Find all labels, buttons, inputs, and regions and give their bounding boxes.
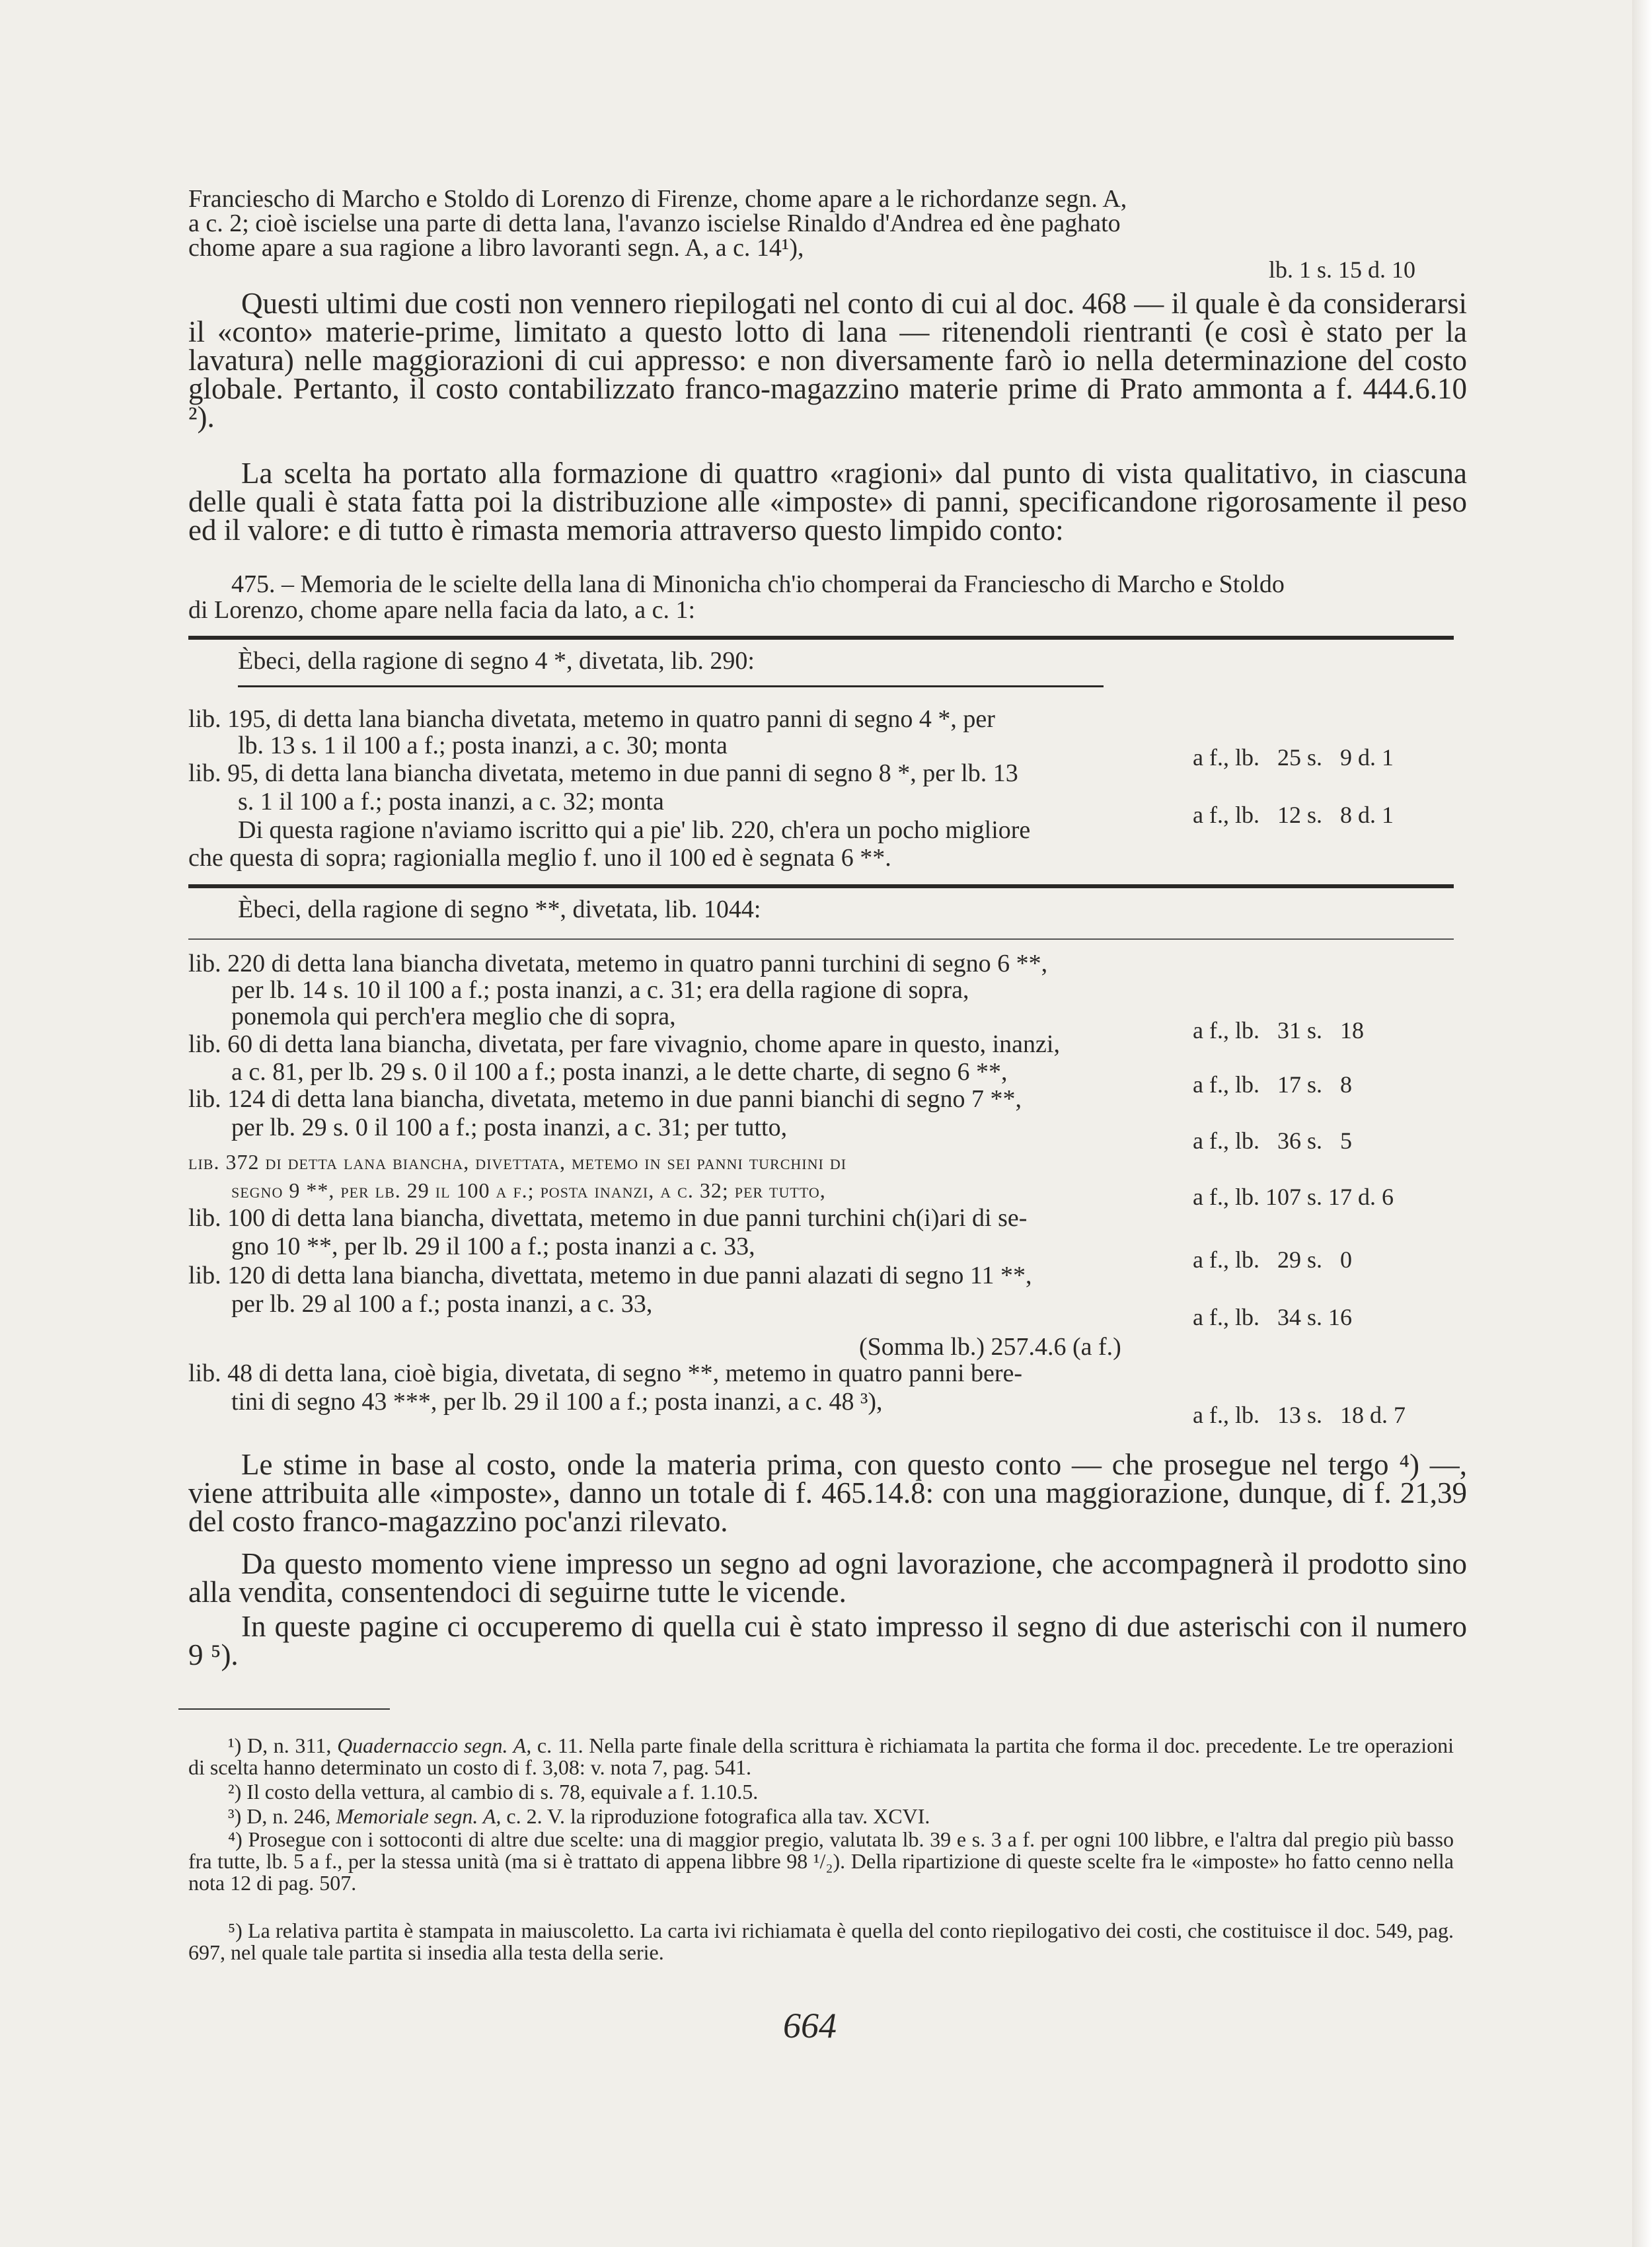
paragraph-4: Da questo momento viene impresso un segno ad ogni lavorazione, che accompagnerà il prodotto sino alla vendita, consentendoci di seguirne tutte le vicende. — [188, 1547, 1467, 1609]
section-2-heading: Èbeci, della ragione di segno **, divetata, lib. 1044: — [238, 895, 761, 923]
doc-475-line-1: 475. – Memoria de le scielte della lana di Minonicha ch'io chomperai da Franciescho di Marcho e Stoldo — [231, 570, 1285, 598]
table-rule — [188, 636, 1454, 640]
footnote-3-text-a: ³) D, n. 246, — [228, 1804, 336, 1828]
footnote-3 — [188, 1806, 1454, 1827]
section-1-entry-2-amount: a f., lb. 12 s. 8 d. 1 — [1193, 802, 1394, 828]
section-2-entry-e-line-2: gno 10 **, per lb. 29 il 100 a f.; posta inanzi a c. 33, — [231, 1233, 755, 1260]
section-2-rule — [188, 938, 1454, 940]
section-2-entry-a-line-1: lib. 220 di detta lana biancha divetata, metemo in quatro panni turchini di segno 6 **, — [188, 950, 1048, 977]
footnote-1-text-b: c. 11. Nella parte finale della scrittura è richiamata la partita che forma il doc. precedente. Le tre operazioni di scelta hanno determinato un costo di f. 3,08: v. nota 7, pag. 541. — [188, 1733, 1454, 1779]
section-2-entry-f-line-1: lib. 120 di detta lana biancha, divettata, metemo in due panni alazati di segno 11 **, — [188, 1262, 1032, 1289]
footnote-5: ⁵) La relativa partita è stampata in maiuscoletto. La carta ivi richiamata è quella del conto riepilogativo dei costi, che costituisce il doc. 549, pag. 697, nel quale tale partita si insedia alla testa della serie. — [188, 1919, 1454, 1964]
section-2-entry-b-amount: a f., lb. 17 s. 8 — [1193, 1071, 1352, 1098]
section-2-entry-g-amount: a f., lb. 13 s. 18 d. 7 — [1193, 1402, 1406, 1428]
footnote-1 — [188, 1735, 1454, 1778]
section-2-entry-c-amount: a f., lb. 36 s. 5 — [1193, 1127, 1352, 1154]
section-2-entry-b-line-1: lib. 60 di detta lana biancha, divetata, per fare vivagnio, chome apare in questo, inanzi, — [188, 1030, 1060, 1058]
section-1-entry-2-line-2: s. 1 il 100 a f.; posta inanzi, a c. 32; monta — [238, 788, 664, 816]
footnote-3-text-b: c. 2. V. la riproduzione fotografica alla tav. XCVI. — [501, 1804, 930, 1828]
section-2-entry-a-amount: a f., lb. 31 s. 18 — [1193, 1017, 1364, 1044]
top-entry-line-2: a c. 2; cioè iscielse una parte di detta lana, l'avanzo iscielse Rinaldo d'Andrea ed ène paghato — [188, 209, 1121, 237]
section-1-heading: Èbeci, della ragione di segno 4 *, divetata, lib. 290: — [238, 647, 755, 675]
paragraph-3: Le stime in base al costo, onde la materia prima, con questo conto — che prosegue nel tergo ⁴) —, viene attribuita alle «imposte», danno un totale di f. 465.14.8: con una maggiorazione, dunque, di f. 21,39 del costo franco-magazzino poc'anzi rilevato. — [188, 1448, 1467, 1538]
paragraph-1: Questi ultimi due costi non vennero riepilogati nel conto di cui al doc. 468 — il quale è da considerarsi il «conto» materie-prime, limitato a questo lotto di lana — ritenendoli rientranti (e così è stato per la lavatura) nelle maggiorazioni di cui appresso: e non diversamente farò io nella determinazione del costo globale. Pertanto, il costo contabilizzato franco-magazzino materie prime di Prato ammonta a f. 444.6.10 ²). — [188, 287, 1467, 434]
section-2-entry-a-line-2: per lb. 14 s. 10 il 100 a f.; posta inanzi, a c. 31; era della ragione di sopra, — [231, 976, 969, 1004]
footnote-2: ²) Il costo della vettura, al cambio di s. 78, equivale a f. 1.10.5. — [228, 1780, 759, 1804]
section-2-entry-e-line-1: lib. 100 di detta lana biancha, divettata, metemo in due panni turchini ch(i)ari di se- — [188, 1204, 1028, 1232]
footnote-1-title: Quadernaccio segn. A, — [337, 1733, 532, 1757]
section-1-note-line-1: Di questa ragione n'aviamo iscritto qui a pie' lib. 220, ch'era un pocho migliore — [238, 816, 1031, 844]
section-2-entry-c-line-1: lib. 124 di detta lana biancha, divetata, metemo in due panni bianchi di segno 7 **, — [188, 1085, 1022, 1113]
footnote-4: ⁴) Prosegue con i sottoconti di altre due scelte: una di maggior pregio, valutata lb. 39 e s. 3 a f. per ogni 100 libbre, e l'altra dal pregio più basso fra tutte, lb. 5 a f., per la stessa unità (ma si è trattato di appena libbre 98 ¹/₂). Della ripartizione di queste scelte fra le «imposte» ho fatto cenno nella nota 12 di pag. 507. — [188, 1827, 1454, 1895]
section-2-somma: (Somma lb.) 257.4.6 (a f.) — [859, 1333, 1121, 1361]
section-1-rule — [238, 685, 1104, 687]
doc-475-line-2: di Lorenzo, chome apare nella facia da lato, a c. 1: — [188, 596, 695, 624]
section-1-entry-2-line-1: lib. 95, di detta lana biancha divetata, metemo in due panni di segno 8 *, per lb. 13 — [188, 759, 1018, 787]
page-number: 664 — [783, 2006, 837, 2045]
section-2-entry-b-line-2: a c. 81, per lb. 29 s. 0 il 100 a f.; posta inanzi, a le dette charte, di segno 6 **, — [231, 1058, 1008, 1086]
section-2-entry-a-line-3: ponemola qui perch'era meglio che di sopra, — [231, 1003, 676, 1030]
section-1-entry-1-line-2: lb. 13 s. 1 il 100 a f.; posta inanzi, a c. 30; monta — [238, 732, 728, 759]
section-2-entry-g-line-2: tini di segno 43 ***, per lb. 29 il 100 a f.; posta inanzi, a c. 48 ³), — [231, 1388, 883, 1416]
section-1-note-line-2: che questa di sopra; ragionialla meglio f. uno il 100 ed è segnata 6 **. — [188, 844, 891, 872]
section-2-entry-d-amount: a f., lb. 107 s. 17 d. 6 — [1193, 1184, 1394, 1210]
footnote-rule — [178, 1708, 390, 1710]
footnote-3-title: Memoriale segn. A, — [336, 1804, 502, 1828]
page-gutter-shadow — [1632, 0, 1652, 2247]
section-2-entry-d-line-1: lib. 372 di detta lana biancha, divettata, metemo in sei panni turchini di — [188, 1150, 847, 1174]
section-2-entry-g-line-1: lib. 48 di detta lana, cioè bigia, divetata, di segno **, metemo in quatro panni bere- — [188, 1359, 1023, 1387]
paragraph-5: In queste pagine ci occuperemo di quella cui è stato impresso il segno di due asterischi con il numero 9 ⁵). — [188, 1610, 1467, 1671]
top-entry-line-1: Franciescho di Marcho e Stoldo di Lorenzo di Firenze, chome apare a le richordanze segn. A, — [188, 185, 1127, 213]
section-2-entry-c-line-2: per lb. 29 s. 0 il 100 a f.; posta inanzi, a c. 31; per tutto, — [231, 1114, 788, 1141]
section-2-entry-f-amount: a f., lb. 34 s. 16 — [1193, 1304, 1352, 1330]
footnote-1-text-a: ¹) D, n. 311, — [228, 1733, 338, 1757]
section-2-entry-f-line-2: per lb. 29 al 100 a f.; posta inanzi, a c. 33, — [231, 1290, 653, 1318]
section-1-entry-1-line-1: lib. 195, di detta lana biancha divetata, metemo in quatro panni di segno 4 *, per — [188, 705, 995, 733]
top-entry-amount: lb. 1 s. 15 d. 10 — [1269, 256, 1416, 283]
section-2-rule-top — [188, 884, 1454, 888]
section-1-entry-1-amount: a f., lb. 25 s. 9 d. 1 — [1193, 744, 1394, 771]
paragraph-2: La scelta ha portato alla formazione di quattro «ragioni» dal punto di vista qualitativo, in ciascuna delle quali è stata fatta poi la distribuzione alle «imposte» di panni, specificandone rigorosamente il peso ed il valore: e di tutto è rimasta memoria attraverso questo limpido conto: — [188, 457, 1467, 547]
top-entry-line-3: chome apare a sua ragione a libro lavoranti segn. A, a c. 14¹), — [188, 234, 804, 262]
section-2-entry-d-line-2: segno 9 **, per lb. 29 il 100 a f.; posta inanzi, a c. 32; per tutto, — [231, 1178, 826, 1202]
section-2-entry-e-amount: a f., lb. 29 s. 0 — [1193, 1246, 1352, 1273]
